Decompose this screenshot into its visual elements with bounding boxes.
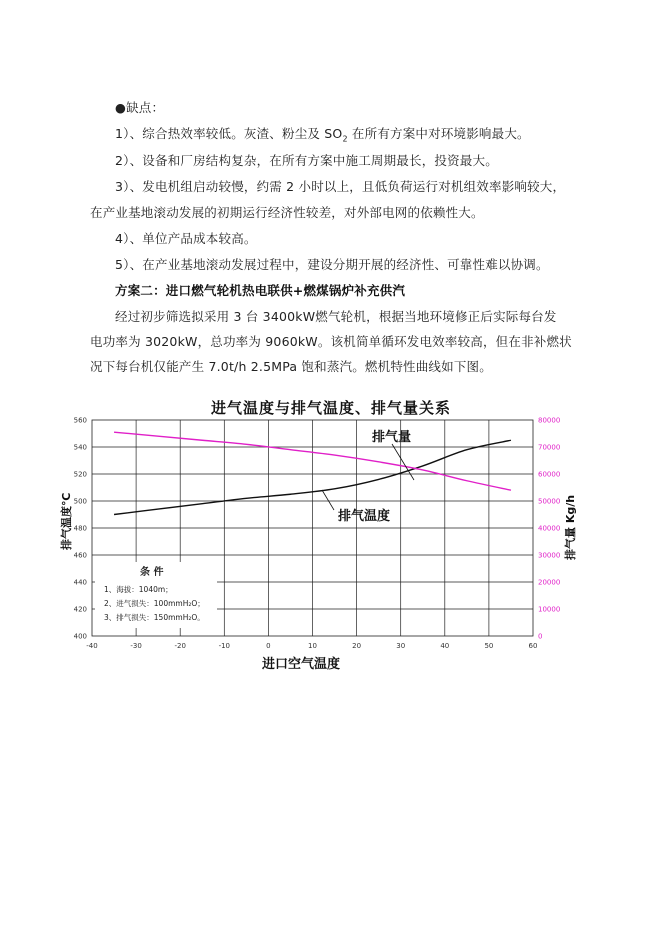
cons-item-4: 4）、单位产品成本较高。	[115, 231, 257, 246]
scheme2-para-line-3: 况下每台机仅能产生 7.0t/h 2.5MPa 饱和蒸汽。燃机特性曲线如下图。	[90, 359, 492, 374]
y-right-tick-label: 10000	[538, 605, 561, 614]
cons-item-5: 5）、在产业基地滚动发展过程中，建设分期开展的经济性、可靠性难以协调。	[115, 257, 549, 272]
x-tick-label: 10	[308, 642, 317, 650]
scheme2-para-line-2: 电功率为 3020kW，总功率为 9060kW。该机简单循环发电效率较高，但在非补燃状	[90, 334, 572, 349]
chart-title: 进气温度与排气温度、排气量关系	[210, 399, 451, 417]
y-left-tick-label: 480	[73, 524, 87, 533]
so2-subscript: 2	[342, 134, 348, 144]
cons-item-3a: 3）、发电机组启动较慢，约需 2 小时以上，且低负荷运行对机组效率影响较大，	[115, 179, 566, 194]
y-left-tick-label: 460	[73, 551, 87, 560]
x-tick-label: 60	[528, 642, 538, 650]
x-tick-label: -20	[174, 642, 186, 650]
y-right-tick-label: 0	[538, 632, 543, 641]
cons-item-1-text-end: 在所有方案中对环境影响最大。	[347, 126, 530, 141]
y-left-tick-label: 560	[73, 416, 87, 425]
y-right-tick-label: 30000	[538, 551, 561, 560]
y-axis-right-title: 排气量 Kg/h	[564, 494, 577, 560]
y-right-tick-label: 80000	[538, 416, 561, 425]
y-left-tick-label: 400	[73, 632, 87, 641]
condition-2: 2、进气损失：100mmH₂O；	[104, 599, 205, 608]
y-right-tick-label: 20000	[538, 578, 561, 587]
y-right-tick-label: 60000	[538, 470, 561, 479]
exhaust-temp-leader	[322, 490, 334, 510]
x-tick-label: 40	[440, 642, 450, 650]
x-tick-label: 0	[266, 642, 271, 650]
condition-1: 1、海拔：1040m；	[104, 585, 173, 594]
x-axis-title: 进口空气温度	[262, 657, 341, 672]
cons-item-1-text: 1）、综合热效率较低。灰渣、粉尘及 SO	[115, 126, 343, 141]
x-tick-label: 50	[484, 642, 494, 650]
scheme2-title: 方案二：进口燃气轮机热电联供+燃煤锅炉补充供汽	[115, 283, 406, 298]
condition-3: 3、排气损失：150mmH₂O。	[104, 613, 205, 622]
x-tick-label: 20	[352, 642, 362, 650]
x-tick-label: -40	[86, 642, 98, 650]
y-right-tick-label: 50000	[538, 497, 561, 506]
y-axis-left-title: 排气温度℃	[60, 492, 73, 550]
y-right-tick-label: 70000	[538, 443, 561, 452]
cons-item-3b: 在产业基地滚动发展的初期运行经济性较差，对外部电网的依赖性大。	[90, 205, 484, 220]
y-left-tick-label: 520	[73, 470, 87, 479]
bullet-icon: ●	[115, 100, 127, 115]
cons-item-2: 2）、设备和厂房结构复杂，在所有方案中施工周期最长，投资最大。	[115, 153, 498, 168]
y-left-tick-label: 500	[73, 497, 87, 506]
x-tick-label: -30	[130, 642, 142, 650]
y-left-tick-label: 420	[73, 605, 87, 614]
x-tick-label: 30	[396, 642, 406, 650]
y-left-tick-label: 540	[73, 443, 87, 452]
conditions-title: 条 件	[140, 567, 164, 578]
scheme2-para-line-1: 经过初步筛选拟采用 3 台 3400kW燃气轮机，根据当地环境修正后实际每台发	[115, 309, 557, 324]
cons-title: 缺点：	[126, 100, 165, 115]
y-right-tick-label: 40000	[538, 524, 561, 533]
exhaust-flow-label: 排气量	[372, 430, 412, 445]
y-left-tick-label: 440	[73, 578, 87, 587]
exhaust-temp-label: 排气温度	[338, 509, 391, 524]
x-tick-label: -10	[218, 642, 231, 650]
